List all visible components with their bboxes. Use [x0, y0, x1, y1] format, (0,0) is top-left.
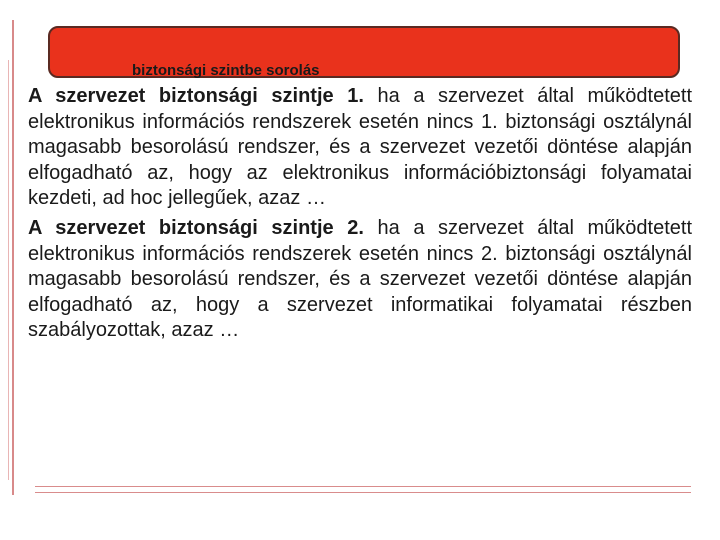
paragraph-level-1: [28, 84, 692, 212]
left-accent-line: [12, 20, 14, 495]
footer-divider-top: [35, 486, 691, 487]
paragraph-level-1-text: ha a szervezet által működtetett elektronikus információs rendszerek esetén nincs 1. biztonsági osztálynál magasabb besorolású rendszer, és a szervezet vezetői döntése alapján elfogadható az, hogy az elektronikus információbiztonsági folyamatai kezdeti, ad hoc jellegűek, azaz …: [28, 85, 692, 210]
footer-divider-bottom: [35, 492, 691, 493]
paragraph-level-1-heading: A szervezet biztonsági szintje 1.: [28, 85, 364, 107]
paragraph-level-2-text: ha a szervezet által működtetett elektronikus információs rendszerek esetén nincs 2. biztonsági osztálynál magasabb besorolású rendszer, és a szervezet vezetői döntése alapján elfogadható az, hogy a szervezet informatikai folyamatai részben szabályozottak, azaz …: [28, 216, 692, 342]
left-accent-line-thin: [8, 60, 9, 480]
slide-body: [28, 84, 692, 348]
title-banner: [48, 26, 680, 78]
paragraph-level-2: [28, 216, 692, 344]
paragraph-level-2-heading: A szervezet biztonsági szintje 2.: [28, 216, 364, 239]
slide-title: biztonsági szintbe sorolás: [132, 62, 320, 79]
